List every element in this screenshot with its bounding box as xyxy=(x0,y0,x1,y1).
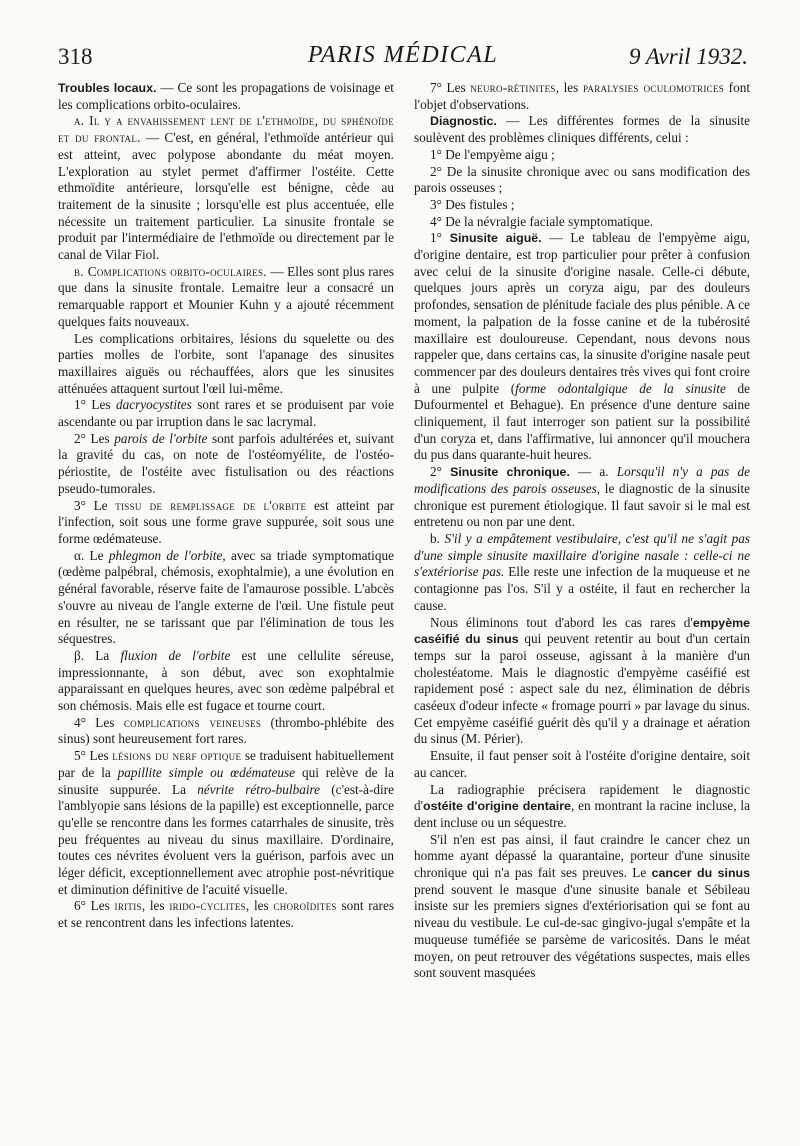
bold-term: ostéite d'origine dentaire xyxy=(423,799,571,814)
journal-title: PARIS MÉDICAL xyxy=(307,42,499,68)
paragraph: 5° Les lésions du nerf optique se traduisent habituellement par de la papillite simple ou œdémateuse qui relève de la sinusite suppurée. La névrite rétro-bulbaire (c'est-à-dire l'amblyopie sans lésions de la papille) est exceptionnelle, parce qu'elle se rencontre dans les formes catarrhales de sinusite, très peu fréquentes au niveau du sinus maxillaire. D'ordinaire, toutes ces névrites évoluent vers la guérison, parfois avec un léger déficit, exceptionnellement avec atrophie post-névritique et diminution définitive de l'acuité visuelle. xyxy=(58,748,394,897)
list-item: 3° Des fistules ; xyxy=(430,196,515,212)
bold-term: empyème caséifié du sinus xyxy=(414,615,750,647)
issue-date: 9 Avril 1932. xyxy=(628,44,748,69)
subsection-heading: a. Il y a envahissement lent de l'ethmoïde, du sphénoïde et du frontal. xyxy=(58,113,394,146)
paragraph: b. Complications orbito-oculaires. — Elles sont plus rares que dans la sinusite frontale. Lemaitre leur a consacré un remarquable rapport et Mounier Kuhn y a ajouté récemment quelques faits nouveaux. xyxy=(58,263,394,329)
list-item: 1° De l'empyème aigu ; xyxy=(430,146,555,162)
list-item: 4° De la névralgie faciale symptomatique. xyxy=(430,213,654,229)
page-header xyxy=(58,40,748,74)
paragraph: 4° Les complications veineuses (thrombo-phlébite des sinus) sont heureusement fort rares. xyxy=(58,714,394,747)
paragraph: Nous éliminons tout d'abord les cas rares d'empyème caséifié du sinus qui peuvent retentir au bout d'un certain temps sur la paroi osseuse, agissant à la manière d'un cholestéatome. Mais le diagnostic d'empyème caséifié est rapidement posé : aspect sale du nez, élimination de débris caséeux d'odeur infecte « fromage pourri » par lavage du sinus. Cet empyème caséifié guérit dès qu'il y a drainage et aération du sinus (M. Périer). xyxy=(414,614,750,747)
subsection-heading: Sinusite aiguë. xyxy=(449,231,542,246)
paragraph: S'il n'en est pas ainsi, il faut craindre le cancer chez un homme ayant dépassé la quarantaine, porteur d'une sinusite chronique qui n'a pas fait ses preuves. Le cancer du sinus prend souvent le masque d'une sinusite banale et Sébileau insiste sur les premiers signes d'extériorisation qui se font au niveau du vestibule. Le cul-de-sac gingivo-jugal s'empâte et la muqueuse tuméfiée se parsème de varicosités. Dans le méat moyen, on peut retrouver des végétations suspectes, mais elles sont souvent masquées xyxy=(414,831,751,981)
paragraph: 2° Les parois de l'orbite sont parfois adultérées et, suivant la gravité du cas, on note de l'ostéomyélite, de l'ostéo-périostite, de l'ostéite avec fistulisation ou des réactions pseudo-tumorales. xyxy=(58,430,394,496)
paragraph: 1° Sinusite aiguë. — Le tableau de l'empyème aigu, d'origine dentaire, est trop particulier pour prêter à confusion avec celui de la sinusite d'origine nasale. Celle-ci débute, quelques jours après un coryza aigu, par des douleurs profondes, sensation de plénitude faciale des plus pénible. A ce moment, la palpation de la fosse canine et de la tubérosité maxillaire est douloureuse. Cependant, nous devons nous rappeler que, dans certains cas, la sinusite d'origine nasale peut commencer par des douleurs dentaires très vives qui font croire à une pulpite (forme odontalgique de la sinusite de Dufourmentel et Behague). En présence d'une denture saine cliniquement, il faut interroger son patient sur la possibilité d'un coryza et, dans l'affirmative, lui annoncer qu'il mouchera du pus dans quarante-huit heures. xyxy=(414,230,750,463)
subsection-heading: Sinusite chronique. xyxy=(450,465,570,480)
paragraph: β. La fluxion de l'orbite est une cellulite séreuse, impressionnante, à son début, avec son exophtalmie apparaissant en quelques heures, avec son œdème palpébral et son chémosis. Mais elle est fugace et tourne court. xyxy=(58,647,394,714)
section-heading: Diagnostic. xyxy=(430,114,497,129)
right-column xyxy=(414,80,750,982)
paragraph: 2° Sinusite chronique. — a. Lorsqu'il n'y a pas de modifications des parois osseuses, le diagnostic de la sinusite chronique est purement étiologique. Il faut savoir si le mal est entretenu ou non par une dent. xyxy=(414,464,750,530)
paragraph: 7° Les neuro-rétinites, les paralysies oculomotrices font l'objet d'observations. xyxy=(414,80,750,112)
paragraph: Les complications orbitaires, lésions du squelette ou des parties molles de l'orbite, sont l'apanage des sinusites maxillaires aiguës ou réchauffées, alors que les sinusites atténuées attaquent surtout l'œil lui-même. xyxy=(58,330,394,396)
paragraph: a. Il y a envahissement lent de l'ethmoïde, du sphénoïde et du frontal. — C'est, en général, l'ethmoïde antérieur qui est atteint, avec polypose abondante du méat moyen. L'exploration au stylet permet d'affirmer l'ostéite. Cette ethmoïdite antérieure, lorsqu'elle est bénigne, cède au traitement de la sinusite ; lorsqu'elle est plus accentuée, elle nécessite un traitement particulier. La sinusite frontale se produit par l'intermédiaire de l'ethmoïde ou directement par le canal de Vilar Fiol. xyxy=(58,113,394,263)
list-item: 2° De la sinusite chronique avec ou sans modification des parois osseuses ; xyxy=(414,163,750,196)
bold-term: cancer du sinus xyxy=(651,866,751,881)
paragraph: 6° Les iritis, les irido-cyclites, les choroïdites sont rares et se rencontrent dans les infections latentes. xyxy=(58,898,394,931)
paragraph: 3° Le tissu de remplissage de l'orbite est atteint par l'infection, soit sous une forme grave suppurée, soit sous une forme œdémateuse. xyxy=(58,497,394,546)
paragraph: Troubles locaux. — Ce sont les propagations de voisinage et les complications orbito-oculaires. xyxy=(58,80,394,112)
left-column xyxy=(58,80,394,932)
paragraph: Diagnostic. — Les différentes formes de la sinusite soulèvent des problèmes cliniques différents, celui : xyxy=(414,113,750,146)
paragraph: 1° Les dacryocystites sont rares et se produisent par voie ascendante ou par irruption dans le sac lacrymal. xyxy=(58,397,394,430)
subsection-heading: b. Complications orbito-oculaires. xyxy=(74,263,267,279)
section-heading: Troubles locaux. xyxy=(58,81,157,95)
paragraph: La radiographie précisera rapidement le diagnostic d'ostéite d'origine dentaire, en montrant la racine incluse, la dent incluse ou un séquestre. xyxy=(414,781,750,830)
paragraph: α. Le phlegmon de l'orbite, avec sa triade symptomatique (œdème palpébral, chémosis, exophtalmie), a une évolution en général favorable, réserve faite de l'amaurose possible. L'abcès s'ouvre au niveau de l'angle externe de l'œil. Une fistule peut en résulter, ne se tarissant que par l'élimination de tous les séquestres. xyxy=(58,547,394,647)
paragraph: b. S'il y a empâtement vestibulaire, c'est qu'il ne s'agit pas d'une simple sinusite maxillaire d'origine nasale : celle-ci ne s'extériorise pas. Elle reste une infection de la muqueuse et ne contagionne pas l'os. S'il y a ostéite, il faut en rechercher la cause. xyxy=(414,530,750,613)
paragraph: Ensuite, il faut penser soit à l'ostéite d'origine dentaire, soit au cancer. xyxy=(414,748,750,780)
page-number: 318 xyxy=(58,44,93,69)
